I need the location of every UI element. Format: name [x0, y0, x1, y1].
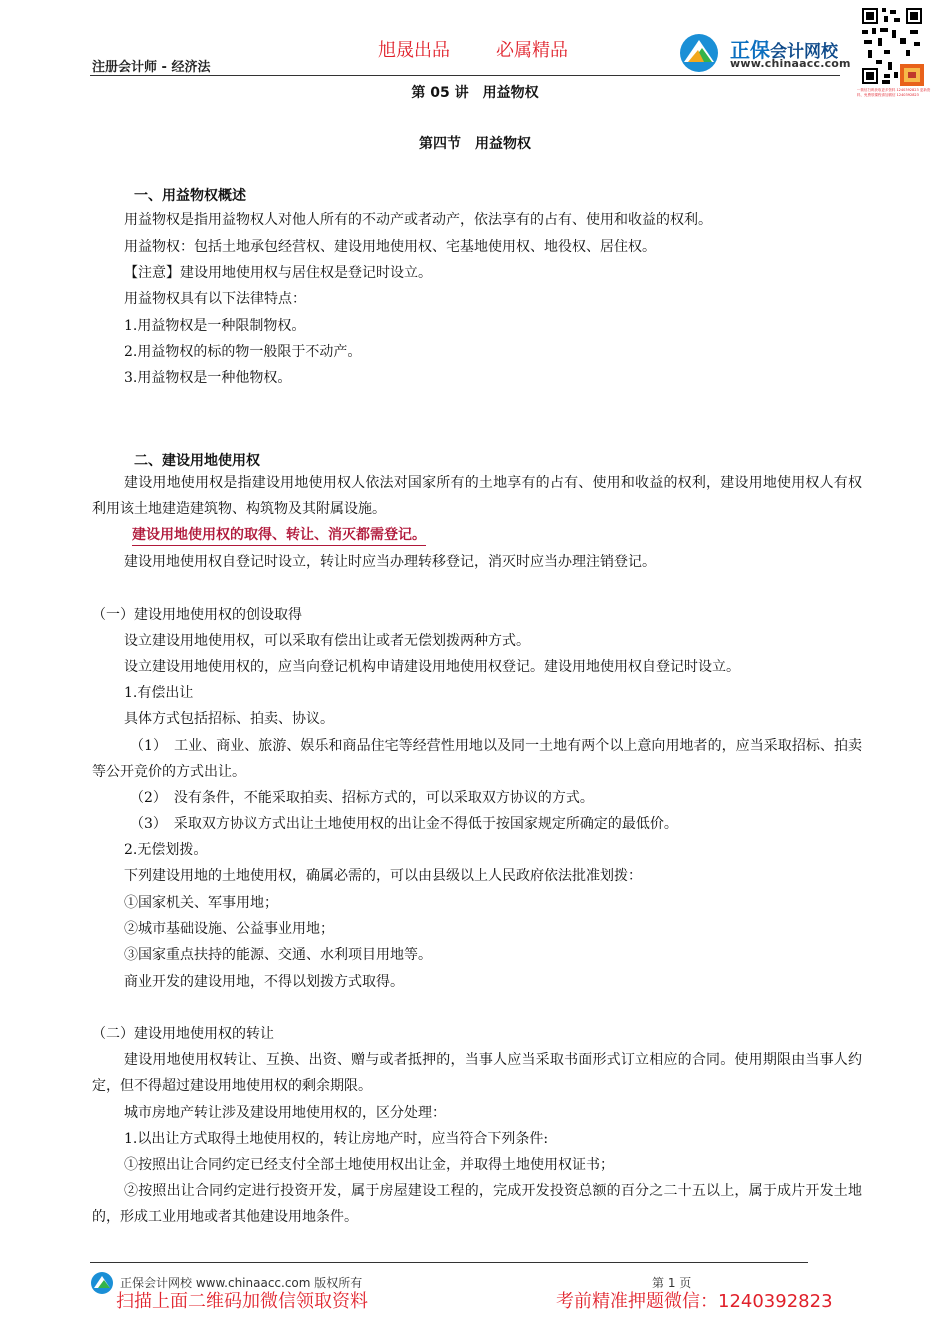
logo-badge-icon	[678, 32, 724, 74]
logo-name-main: 正保	[730, 38, 770, 62]
part2-registration: 建设用地使用权自登记时设立，转让时应当办理转移登记，消灭时应当办理注销登记。	[124, 554, 656, 570]
footer-wechat-notice: 扫描上面二维码加微信领取资料	[116, 1291, 368, 1312]
part1-line-2: 用益物权：包括土地承包经营权、建设用地使用权、宅基地使用权、地役权、居住权。	[124, 239, 656, 255]
sub2-line-3: ①按照出让合同约定已经支付全部土地使用权出让金，并取得土地使用权证书；	[124, 1157, 614, 1173]
footer-copyright: 正保会计网校 www.chinaacc.com 版权所有	[120, 1276, 363, 1290]
page-number: 第 1 页	[652, 1276, 692, 1290]
lecture-title: 第 05 讲 用益物权	[411, 85, 539, 101]
qr-code-icon	[860, 6, 924, 86]
sub1-paid-methods: 具体方式包括招标、拍卖、协议。	[124, 711, 334, 727]
sub1-item-3: （3） 采取双方协议方式出让土地使用权的出让金不得低于按国家规定所确定的最低价。	[130, 816, 678, 832]
part1-line-3: 【注意】建设用地使用权与居住权是登记时设立。	[124, 265, 432, 281]
footer-exam-wechat: 考前精准押题微信：1240392823	[556, 1291, 833, 1312]
sub2-para: 建设用地使用权转让、互换、出资、赠与或者抵押的，当事人应当采取书面形式订立相应的合同。使用期限由当事人约定，但不得超过建设用地使用权的剩余期限。	[92, 1052, 862, 1094]
part2-heading: 二、建设用地使用权	[134, 453, 260, 469]
course-name: 注册会计师 - 经济法	[92, 60, 211, 75]
sub2-line-2: 1.以出让方式取得土地使用权的，转让房地产时，应当符合下列条件:	[124, 1131, 549, 1147]
sub2-line-4: ②按照出让合同约定进行投资开发，属于房屋建设工程的，完成开发投资总额的百分之二十五以上，属于成片开发土地的，形成工业用地或者其他建设用地条件。	[92, 1183, 862, 1225]
sub1-free-note: 商业开发的建设用地，不得以划拨方式取得。	[124, 974, 404, 990]
sub1-paid-title: 1.有偿出让	[124, 685, 194, 701]
logo-name-sub: 会计网校	[770, 42, 838, 62]
sub1-line-1: 设立建设用地使用权，可以采取有偿出让或者无偿划拨两种方式。	[124, 633, 530, 649]
sub1-item-1: （1） 工业、商业、旅游、娱乐和商品住宅等经营性用地以及同一土地有两个以上意向用地者的，应当采取招标、拍卖等公开竞价的方式出让。	[92, 738, 862, 780]
part2-intro: 建设用地使用权是指建设用地使用权人依法对国家所有的土地享有的占有、使用和收益的权利，建设用地使用权人有权利用该土地建造建筑物、构筑物及其附属设施。	[92, 475, 862, 517]
sub1-line-2: 设立建设用地使用权的，应当向登记机构申请建设用地使用权登记。建设用地使用权自登记时设立。	[124, 659, 740, 675]
sub1-free-title: 2.无偿划拨。	[124, 842, 208, 858]
sub1-free-b: ②城市基础设施、公益事业用地；	[124, 921, 334, 937]
part1-heading: 一、用益物权概述	[134, 188, 246, 204]
slogan-right: 必属精品	[496, 40, 568, 61]
section-title: 第四节 用益物权	[419, 136, 531, 152]
part1-line-1: 用益物权是指用益物权人对他人所有的不动产或者动产，依法享有的占有、使用和收益的权利。	[124, 212, 712, 228]
footer-logo-icon	[90, 1271, 116, 1295]
part1-line-4: 用益物权具有以下法律特点：	[124, 291, 306, 307]
slogan-left: 旭晟出品	[378, 40, 450, 61]
part1-line-5: 1.用益物权是一种限制物权。	[124, 318, 306, 334]
brand-logo	[678, 30, 856, 76]
registration-highlight: 建设用地使用权的取得、转让、消灭都需登记。	[132, 524, 426, 546]
part1-line-6: 2.用益物权的标的物一般限于不动产。	[124, 344, 362, 360]
logo-url: www.chinaacc.com	[730, 57, 851, 70]
sub2-line-1: 城市房地产转让涉及建设用地使用权的，区分处理：	[124, 1105, 446, 1121]
sub1-free-a: ①国家机关、军事用地；	[124, 895, 278, 911]
header-slogans	[378, 36, 568, 62]
sub1-free-intro: 下列建设用地的土地使用权，确属必需的，可以由县级以上人民政府依法批准划拨：	[124, 868, 642, 884]
footer-divider	[90, 1262, 808, 1263]
part1-line-7: 3.用益物权是一种他物权。	[124, 370, 292, 386]
qr-caption: ···微信扫码获取更多资料 1240392823 更新资料，免费领课程请加微信 1240392823	[857, 88, 931, 97]
sub1-free-c: ③国家重点扶持的能源、交通、水利项目用地等。	[124, 947, 432, 963]
sub1-item-2: （2） 没有条件，不能采取拍卖、招标方式的，可以采取双方协议的方式。	[130, 790, 594, 806]
sub2-heading: （二）建设用地使用权的转让	[92, 1026, 274, 1042]
sub1-heading: （一）建设用地使用权的创设取得	[92, 607, 302, 623]
